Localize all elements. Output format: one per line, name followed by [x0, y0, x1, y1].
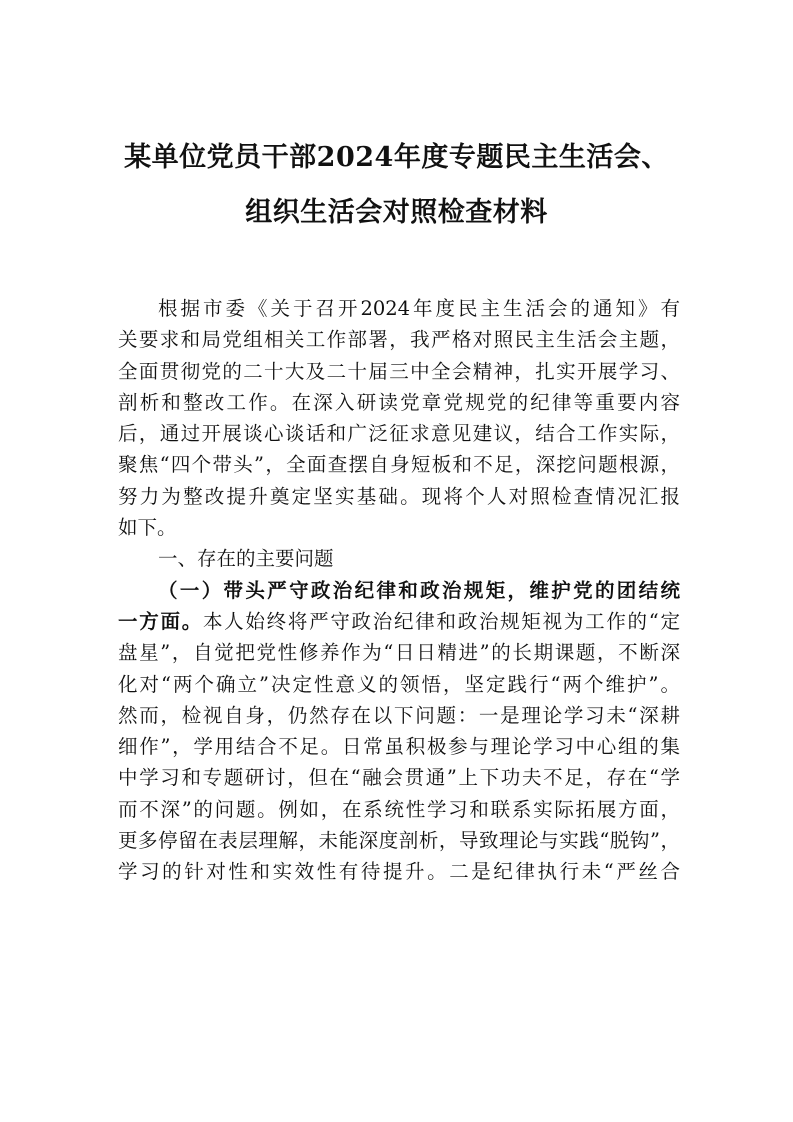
- subsection-line: 然而，检视自身，仍然存在以下问题：一是理论学习未“深耕: [118, 703, 680, 727]
- subsection-line: 更多停留在表层理解，未能深度剖析，导致理论与实践“脱钩”，: [118, 829, 680, 853]
- subsection-line: 盘星”，自觉把党性修养作为“日日精进”的长期课题，不断深: [118, 641, 680, 665]
- subsection-line: 中学习和专题研讨，但在“融会贯通”上下功夫不足，存在“学: [118, 766, 680, 790]
- subsection-line: [118, 606, 680, 637]
- intro-line: 关要求和局党组相关工作部署，我严格对照民主生活会主题，: [118, 328, 680, 352]
- intro-line: 根据市委《关于召开2024年度民主生活会的通知》有: [158, 297, 680, 320]
- subsection-line: 细作”，学用结合不足。日常虽积极参与理论学习中心组的集: [118, 735, 680, 759]
- subsection-heading-line: [118, 575, 680, 606]
- intro-line: 全面贯彻党的二十大及二十届三中全会精神，扎实开展学习、: [118, 359, 680, 383]
- intro-line: 聚焦“四个带头”，全面查摆自身短板和不足，深挖问题根源，: [118, 453, 680, 477]
- subsection-line: 而不深”的问题。例如，在系统性学习和联系实际拓展方面，: [118, 797, 680, 821]
- document-body: [118, 293, 680, 888]
- subsection-heading-part2: 一方面。: [118, 609, 203, 633]
- section-heading: 一、存在的主要问题: [158, 547, 334, 571]
- subsection-heading-part1: （一）带头严守政治纪律和政治规矩，维护党的团结统: [158, 578, 680, 602]
- subsection-line: 化对“两个确立”决定性意义的领悟，坚定践行“两个维护”。: [118, 672, 680, 696]
- subsection-line-text: 本人始终将严守政治纪律和政治规矩视为工作的“定: [202, 609, 680, 633]
- intro-line: 如下。: [118, 516, 177, 540]
- intro-line: 后，通过开展谈心谈话和广泛征求意见建议，结合工作实际，: [118, 422, 680, 446]
- intro-line: 剖析和整改工作。在深入研读党章党规党的纪律等重要内容: [118, 390, 680, 414]
- document-title-line-2: 组织生活会对照检查材料: [245, 197, 548, 228]
- subsection-line: 学习的针对性和实效性有待提升。二是纪律执行未“严丝合: [118, 860, 680, 884]
- document-title-line-1: 某单位党员干部2024年度专题民主生活会、: [124, 142, 669, 173]
- intro-line: 努力为整改提升奠定坚实基础。现将个人对照检查情况汇报: [118, 484, 680, 508]
